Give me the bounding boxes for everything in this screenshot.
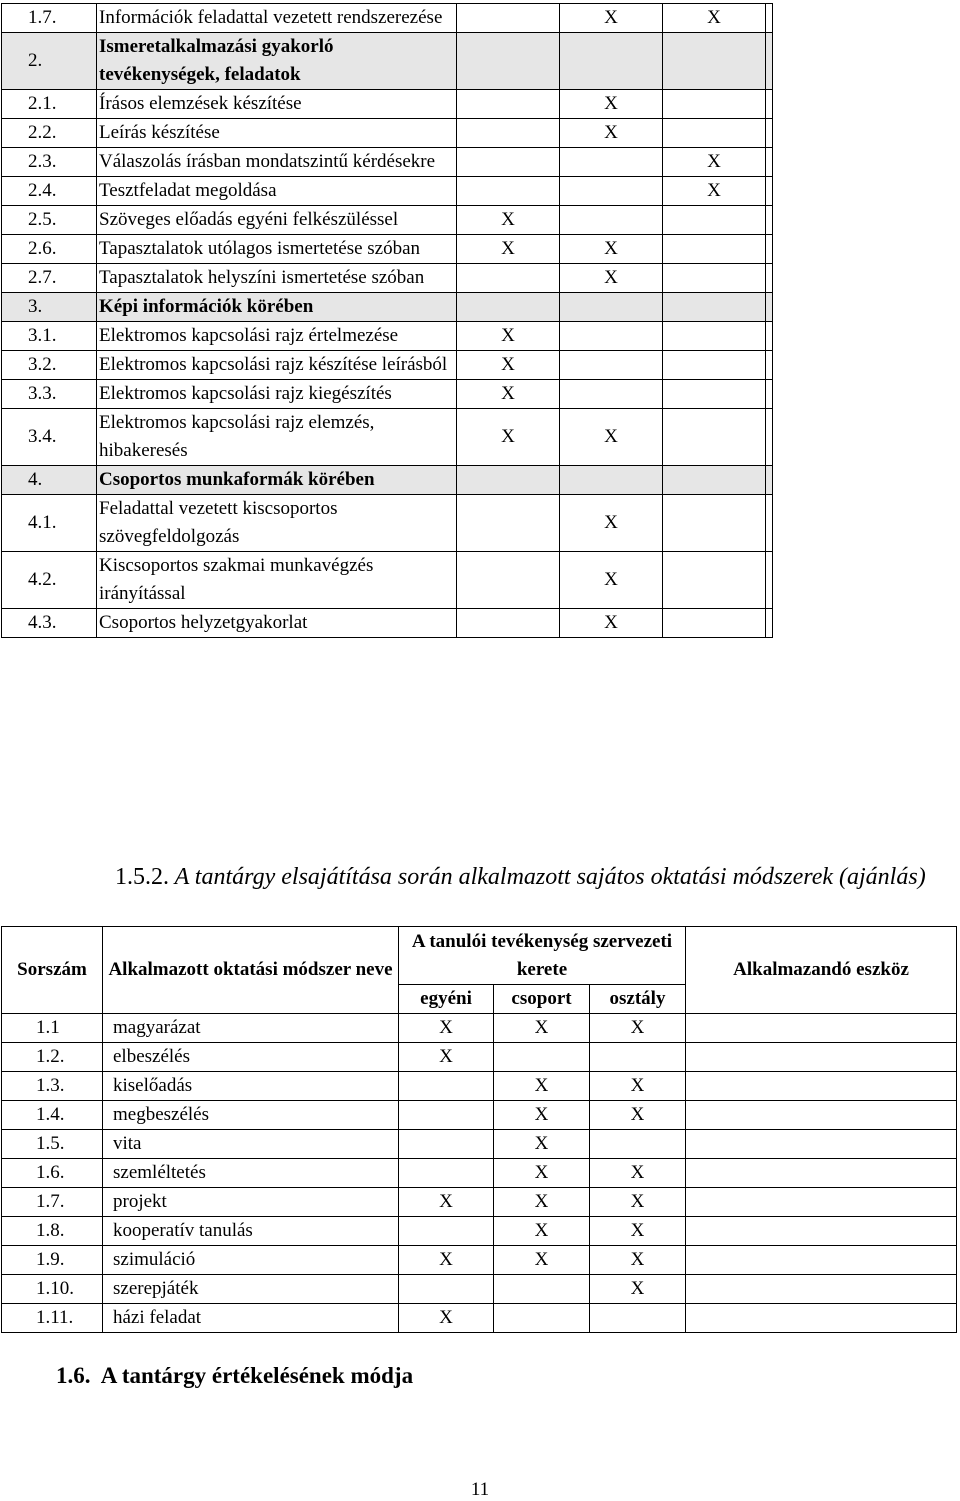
mark-cell	[560, 148, 663, 177]
table-row	[2, 322, 773, 351]
activity-name: Írásos elemzések készítése	[97, 90, 457, 119]
tool-cell	[686, 1188, 957, 1217]
mark-cell: X	[560, 264, 663, 293]
mark-cell	[457, 293, 560, 322]
row-number: 3.2.	[2, 351, 97, 380]
mark-cell: X	[457, 380, 560, 409]
row-number: 4.3.	[2, 609, 97, 638]
mark-cell	[457, 466, 560, 495]
mark-cell: X	[663, 177, 766, 206]
mark-cell: X	[457, 409, 560, 466]
mark-cell	[457, 177, 560, 206]
activity-name: Csoportos munkaformák körében	[97, 466, 457, 495]
row-number: 1.5.	[2, 1130, 103, 1159]
mark-cell	[457, 148, 560, 177]
tool-cell	[686, 1246, 957, 1275]
row-number: 4.2.	[2, 552, 97, 609]
tool-cell	[686, 1130, 957, 1159]
mark-cell	[457, 119, 560, 148]
method-name: projekt	[103, 1188, 399, 1217]
activity-name: Feladattal vezetett kiscsoportos szövegfeldolgozás	[97, 495, 457, 552]
table-row	[2, 1043, 957, 1072]
spacer-cell	[766, 33, 773, 90]
mark-cell	[457, 33, 560, 90]
osztaly-cell	[590, 1130, 686, 1159]
osztaly-cell: X	[590, 1246, 686, 1275]
table-row	[2, 1275, 957, 1304]
table-row	[2, 351, 773, 380]
section-title: A tantárgy értékelésének módja	[100, 1363, 414, 1388]
table-row	[2, 1188, 957, 1217]
table-row	[2, 380, 773, 409]
osztaly-cell: X	[590, 1159, 686, 1188]
tool-cell	[686, 1159, 957, 1188]
mark-cell	[663, 322, 766, 351]
row-number: 1.1	[2, 1014, 103, 1043]
row-number: 3.3.	[2, 380, 97, 409]
activity-name: Elektromos kapcsolási rajz kiegészítés	[97, 380, 457, 409]
mark-cell	[560, 466, 663, 495]
osztaly-cell: X	[590, 1188, 686, 1217]
osztaly-cell: X	[590, 1275, 686, 1304]
activity-name: Szöveges előadás egyéni felkészüléssel	[97, 206, 457, 235]
header-csoport: csoport	[494, 985, 590, 1014]
mark-cell	[560, 351, 663, 380]
tool-cell	[686, 1217, 957, 1246]
row-number: 1.6.	[2, 1159, 103, 1188]
mark-cell	[560, 206, 663, 235]
row-number: 1.3.	[2, 1072, 103, 1101]
method-name: házi feladat	[103, 1304, 399, 1333]
row-number: 1.10.	[2, 1275, 103, 1304]
mark-cell	[663, 552, 766, 609]
osztaly-cell: X	[590, 1101, 686, 1130]
table-row	[2, 1217, 957, 1246]
mark-cell	[663, 33, 766, 90]
section-number: 1.5.2.	[115, 864, 169, 890]
spacer-cell	[766, 90, 773, 119]
egyeni-cell	[399, 1217, 494, 1246]
mark-cell	[663, 235, 766, 264]
table-row	[2, 1304, 957, 1333]
mark-cell	[663, 206, 766, 235]
mark-cell	[457, 264, 560, 293]
activity-name: Ismeretalkalmazási gyakorló tevékenységek, feladatok	[97, 33, 457, 90]
mark-cell: X	[560, 409, 663, 466]
method-name: kooperatív tanulás	[103, 1217, 399, 1246]
method-name: szerepjáték	[103, 1275, 399, 1304]
spacer-cell	[766, 235, 773, 264]
mark-cell: X	[457, 235, 560, 264]
method-name: megbeszélés	[103, 1101, 399, 1130]
mark-cell	[663, 609, 766, 638]
egyeni-cell: X	[399, 1043, 494, 1072]
activity-name: Tesztfeladat megoldása	[97, 177, 457, 206]
row-number: 2.2.	[2, 119, 97, 148]
activity-name: Elektromos kapcsolási rajz elemzés, hibakeresés	[97, 409, 457, 466]
egyeni-cell	[399, 1101, 494, 1130]
activity-name: Elektromos kapcsolási rajz értelmezése	[97, 322, 457, 351]
table-row	[2, 148, 773, 177]
spacer-cell	[766, 264, 773, 293]
spacer-cell	[766, 495, 773, 552]
table-row	[2, 177, 773, 206]
tool-cell	[686, 1043, 957, 1072]
spacer-cell	[766, 148, 773, 177]
table-row	[2, 495, 773, 552]
method-name: magyarázat	[103, 1014, 399, 1043]
spacer-cell	[766, 119, 773, 148]
mark-cell	[560, 322, 663, 351]
activity-name: Képi információk körében	[97, 293, 457, 322]
egyeni-cell: X	[399, 1188, 494, 1217]
egyeni-cell	[399, 1275, 494, 1304]
mark-cell	[457, 495, 560, 552]
row-number: 1.7.	[2, 4, 97, 33]
row-number: 2.	[2, 33, 97, 90]
egyeni-cell: X	[399, 1014, 494, 1043]
table-row	[2, 1014, 957, 1043]
csoport-cell: X	[494, 1072, 590, 1101]
activity-name: Elektromos kapcsolási rajz készítése leírásból	[97, 351, 457, 380]
osztaly-cell	[590, 1304, 686, 1333]
row-number: 1.9.	[2, 1246, 103, 1275]
mark-cell: X	[560, 495, 663, 552]
egyeni-cell: X	[399, 1304, 494, 1333]
mark-cell	[663, 264, 766, 293]
table-row	[2, 235, 773, 264]
table-row	[2, 409, 773, 466]
methods-table	[1, 926, 957, 1333]
csoport-cell	[494, 1275, 590, 1304]
mark-cell: X	[560, 90, 663, 119]
mark-cell: X	[457, 206, 560, 235]
table-row	[2, 90, 773, 119]
table-row	[2, 609, 773, 638]
csoport-cell: X	[494, 1217, 590, 1246]
mark-cell: X	[560, 4, 663, 33]
header-sorszam: Sorszám	[2, 927, 103, 1014]
csoport-cell	[494, 1304, 590, 1333]
row-number: 2.6.	[2, 235, 97, 264]
osztaly-cell: X	[590, 1014, 686, 1043]
mark-cell	[663, 90, 766, 119]
csoport-cell: X	[494, 1130, 590, 1159]
spacer-cell	[766, 466, 773, 495]
row-number: 2.4.	[2, 177, 97, 206]
spacer-cell	[766, 351, 773, 380]
section-number: 1.6.	[56, 1363, 91, 1388]
mark-cell	[560, 293, 663, 322]
method-name: szimuláció	[103, 1246, 399, 1275]
mark-cell: X	[560, 552, 663, 609]
activity-name: Tapasztalatok utólagos ismertetése szóban	[97, 235, 457, 264]
mark-cell: X	[560, 119, 663, 148]
row-number: 1.7.	[2, 1188, 103, 1217]
table-row	[2, 1072, 957, 1101]
table-row	[2, 119, 773, 148]
table-row	[2, 4, 773, 33]
table-row	[2, 552, 773, 609]
mark-cell: X	[457, 351, 560, 380]
mark-cell	[560, 33, 663, 90]
tool-cell	[686, 1304, 957, 1333]
activity-name: Kiscsoportos szakmai munkavégzés irányítással	[97, 552, 457, 609]
mark-cell	[663, 409, 766, 466]
spacer-cell	[766, 609, 773, 638]
header-tool: Alkalmazandó eszköz	[686, 927, 957, 1014]
spacer-cell	[766, 322, 773, 351]
tool-cell	[686, 1275, 957, 1304]
mark-cell	[663, 380, 766, 409]
csoport-cell: X	[494, 1188, 590, 1217]
page-number: 11	[470, 1479, 490, 1500]
osztaly-cell: X	[590, 1217, 686, 1246]
table-row	[2, 264, 773, 293]
header-method: Alkalmazott oktatási módszer neve	[103, 927, 399, 1014]
tool-cell	[686, 1014, 957, 1043]
row-number: 4.	[2, 466, 97, 495]
activity-name: Válaszolás írásban mondatszintű kérdésekre	[97, 148, 457, 177]
spacer-cell	[766, 552, 773, 609]
mark-cell	[663, 119, 766, 148]
section-title: A tantárgy elsajátítása során alkalmazott sajátos oktatási módszerek (ajánlás)	[174, 864, 926, 890]
row-number: 3.	[2, 293, 97, 322]
section-1-5-2-heading	[115, 861, 960, 894]
row-number: 3.1.	[2, 322, 97, 351]
method-name: elbeszélés	[103, 1043, 399, 1072]
spacer-cell	[766, 409, 773, 466]
table-row	[2, 1246, 957, 1275]
mark-cell	[457, 609, 560, 638]
activity-name: Információk feladattal vezetett rendszerezése	[97, 4, 457, 33]
activities-table	[1, 3, 773, 638]
activity-name: Tapasztalatok helyszíni ismertetése szóban	[97, 264, 457, 293]
egyeni-cell	[399, 1130, 494, 1159]
csoport-cell: X	[494, 1014, 590, 1043]
mark-cell: X	[663, 4, 766, 33]
mark-cell: X	[560, 235, 663, 264]
table-row	[2, 1101, 957, 1130]
mark-cell	[663, 293, 766, 322]
osztaly-cell: X	[590, 1072, 686, 1101]
tool-cell	[686, 1101, 957, 1130]
table-row	[2, 293, 773, 322]
csoport-cell: X	[494, 1159, 590, 1188]
row-number: 1.8.	[2, 1217, 103, 1246]
spacer-cell	[766, 177, 773, 206]
egyeni-cell	[399, 1072, 494, 1101]
mark-cell	[457, 90, 560, 119]
mark-cell: X	[457, 322, 560, 351]
row-number: 1.2.	[2, 1043, 103, 1072]
method-name: kiselőadás	[103, 1072, 399, 1101]
mark-cell	[663, 466, 766, 495]
header-osztaly: osztály	[590, 985, 686, 1014]
mark-cell	[560, 380, 663, 409]
row-number: 3.4.	[2, 409, 97, 466]
mark-cell	[457, 552, 560, 609]
method-name: szemléltetés	[103, 1159, 399, 1188]
tool-cell	[686, 1072, 957, 1101]
table-row	[2, 466, 773, 495]
table-row	[2, 33, 773, 90]
egyeni-cell: X	[399, 1246, 494, 1275]
csoport-cell	[494, 1043, 590, 1072]
activity-name: Leírás készítése	[97, 119, 457, 148]
csoport-cell: X	[494, 1246, 590, 1275]
row-number: 2.5.	[2, 206, 97, 235]
row-number: 4.1.	[2, 495, 97, 552]
section-1-6-heading	[56, 1363, 413, 1389]
mark-cell: X	[663, 148, 766, 177]
table-row	[2, 1159, 957, 1188]
mark-cell: X	[560, 609, 663, 638]
method-name: vita	[103, 1130, 399, 1159]
table-row	[2, 206, 773, 235]
row-number: 2.1.	[2, 90, 97, 119]
header-egyeni: egyéni	[399, 985, 494, 1014]
mark-cell	[560, 177, 663, 206]
row-number: 2.7.	[2, 264, 97, 293]
activity-name: Csoportos helyzetgyakorlat	[97, 609, 457, 638]
egyeni-cell	[399, 1159, 494, 1188]
mark-cell	[663, 351, 766, 380]
osztaly-cell	[590, 1043, 686, 1072]
csoport-cell: X	[494, 1101, 590, 1130]
spacer-cell	[766, 4, 773, 33]
row-number: 2.3.	[2, 148, 97, 177]
header-activity: A tanulói tevékenység szervezeti kerete	[399, 927, 686, 985]
row-number: 1.4.	[2, 1101, 103, 1130]
mark-cell	[457, 4, 560, 33]
spacer-cell	[766, 380, 773, 409]
spacer-cell	[766, 293, 773, 322]
mark-cell	[663, 495, 766, 552]
table-row	[2, 1130, 957, 1159]
spacer-cell	[766, 206, 773, 235]
row-number: 1.11.	[2, 1304, 103, 1333]
